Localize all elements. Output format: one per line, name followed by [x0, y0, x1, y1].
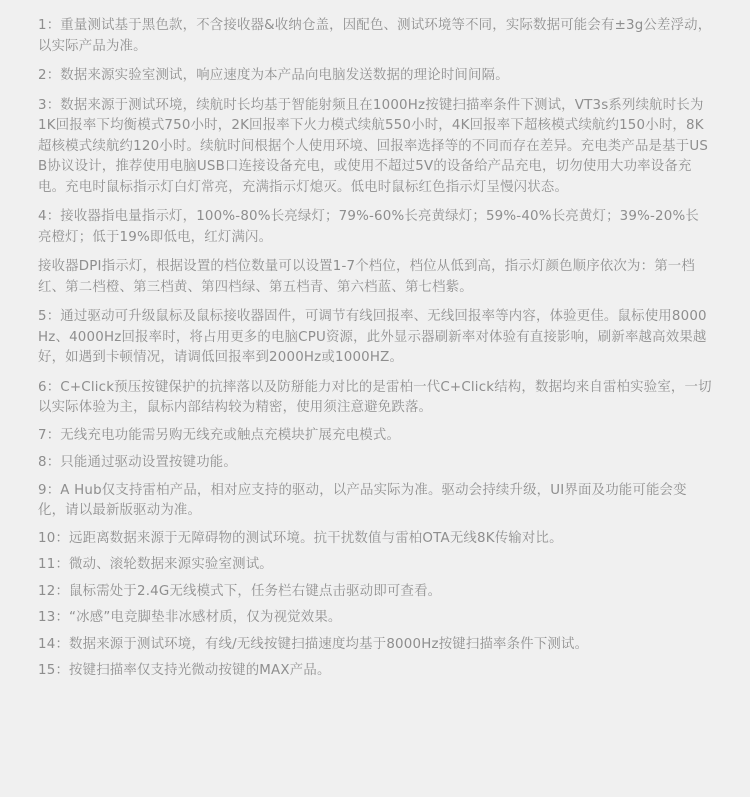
footnote-7: 7：无线充电功能需另购无线充或触点充模块扩展充电模式。 [38, 427, 401, 443]
footnote-receiver-dpi: 接收器DPI指示灯，根据设置的档位数量可以设置1-7个档位，档位从低到高，指示灯颜色顺序依次为：第一档红、第二档橙、第三档黄、第四档绿、第五档青、第六档蓝、第七档紫。 [38, 259, 695, 295]
footnote-1: 1：重量测试基于黑色款，不含接收器&收纳仓盖，因配色、测试环境等不同，实际数据可能会有±3g公差浮动，以实际产品为准。 [38, 18, 712, 54]
footnote-10: 10：远距离数据来源于无障碍物的测试环境。抗干扰数值与雷柏OTA无线8K传输对比。 [38, 530, 563, 546]
footnote-13: 13：“冰感”电竞脚垫非冰感材质，仅为视觉效果。 [38, 610, 342, 625]
footnote-9: 9：A Hub仅支持雷柏产品，相对应支持的驱动，以产品实际为准。驱动会持续升级，UI界面及功能可能会变化，请以最新版驱动为准。 [38, 482, 687, 518]
footnote-2: 2：数据来源实验室测试，响应速度为本产品向电脑发送数据的理论时间间隔。 [38, 68, 509, 83]
footnote-8: 8：只能通过驱动设置按键功能。 [38, 455, 237, 470]
footnote-12: 12：鼠标需处于2.4G无线模式下，任务栏右键点击驱动即可查看。 [38, 583, 442, 599]
footnote-4: 4：接收器指电量指示灯，100%-80%长亮绿灯；79%-60%长亮黄绿灯；59%-40%长亮黄灯；39%-20%长亮橙灯；低于19%即低电，红灯满闪。 [38, 209, 700, 245]
footnote-6: 6：C+Click预压按键保护的抗摔落以及防掰能力对比的是雷柏一代C+Click结构，数据均来自雷柏实验室，一切以实际体验为主，鼠标内部结构较为精密，使用须注意避免跌落。 [38, 379, 712, 415]
footnote-3: 3：数据来源于测试环境，续航时长均基于智能射频且在1000Hz按键扫描率条件下测试，VT3s系列续航时长为1K回报率下均衡模式750小时，2K回报率下火力模式续航550小时，4K回报率下超核模式续航约150小时，8K超核模式续航约120小时。续航时间根据个人使用环境、回报率选择等的不同而存在差异。充电类产品是基于USB协议设计，推荐使用电脑USB口连接设备充电，或使用不超过5V的设备给产品充电，切勿使用大功率设备充电。充电时鼠标指示灯白灯常亮，充满指示灯熄灭。低电时鼠标红色指示灯呈慢闪状态。 [38, 97, 709, 195]
footnote-5: 5：通过驱动可升级鼠标及鼠标接收器固件，可调节有线回报率、无线回报率等内容，体验更佳。鼠标使用8000Hz、4000Hz回报率时，将占用更多的电脑CPU资源，此外显示器刷新率对体验有直接影响，刷新率越高效果越好，如遇到卡顿情况，请调低回报率到2000Hz或1000HZ。 [38, 309, 707, 365]
footnote-15: 15：按键扫描率仅支持光微动按键的MAX产品。 [38, 663, 331, 678]
footnote-11: 11：微动、滚轮数据来源实验室测试。 [38, 557, 273, 572]
footnote-14: 14：数据来源于测试环境，有线/无线按键扫描速度均基于8000Hz按键扫描率条件下测试。 [38, 636, 589, 652]
